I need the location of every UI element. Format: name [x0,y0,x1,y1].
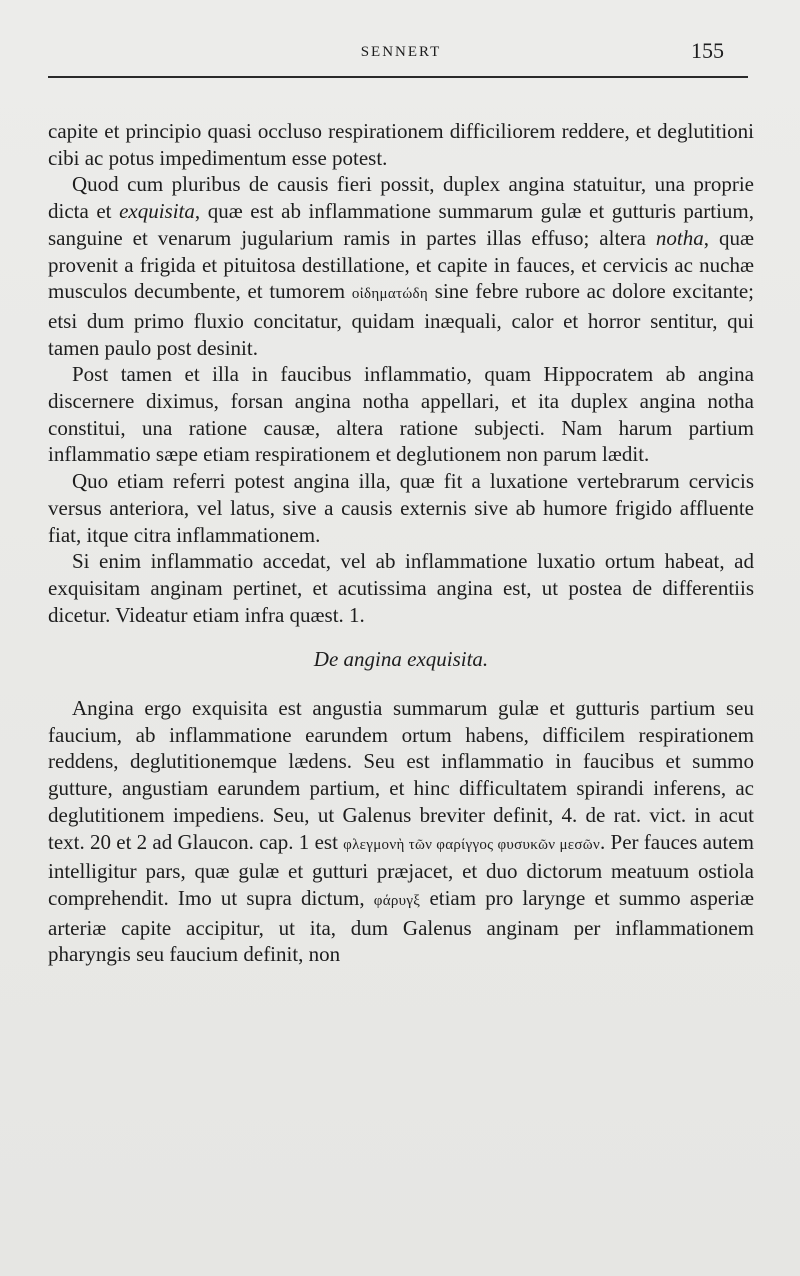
running-title: SENNERT [360,44,442,60]
paragraph-5-text: Si enim inflammatio accedat, vel ab inflammatione luxatio ortum habeat, ad exquisitam anginam pertinet, et acutissima angina est, ut postea de differentiis dicetur. Videatur etiam infra quæst. 1. [48,549,754,627]
greek-definition: φλεγμονὴ τῶν φαρίγγος φυσυκῶν μεσῶν [343,836,601,853]
term-notha: notha [655,225,704,250]
paragraph-3-text: Post tamen et illa in faucibus inflammatio, quam Hippocratem ab angina discernere diximus, forsan angina notha appellari, et ita duplex angina notha constitui, una ratione causæ, altera ratione subjecti. Nam harum partium inflammatio sæpe etiam respirationem et deglutionem non parum lædit. [48,362,754,467]
running-head [48,34,754,64]
term-exquisita: exquisita [119,199,195,224]
paragraph-1 [48,118,754,171]
page-number: 155 [691,38,724,63]
paragraph-6 [48,695,754,968]
paragraph-2-text-c: , quæ provenit a frigida et pituitosa destillatione, et capite in fauces, et cervicis ac nuchæ musculos decumbente, et tumorem [48,225,754,304]
greek-term-oedematode: οἰδηματώδη [351,286,429,303]
paragraph-3 [48,361,754,468]
section-heading: De angina exquisita. [313,647,489,672]
paragraph-1-text: capite et principio quasi occluso respirationem difficiliorem reddere, et deglutitioni cibi ac potus impedimentum esse potest. [48,119,754,170]
page-text [48,118,754,968]
paragraph-2-text-a: Quod cum pluribus de causis fieri possit, duplex angina statuitur, una proprie dicta et [48,172,754,224]
greek-term-pharynx: φάρυγξ [373,892,421,909]
paragraph-6-text-b: . Per fauces autem intelligitur pars, quæ gulæ et gutturi præjacet, et duo dictorum meatuum ostiola comprehendit. Imo ut supra dictum, [48,829,754,910]
paragraph-2 [48,171,754,361]
paragraph-5 [48,548,754,628]
paragraph-6-text-c: etiam pro larynge et summo asperiæ arteriæ capite accipitur, ut ita, dum Galenus anginam per inflammationem pharyngis seu faucium definit, non [48,885,754,967]
paragraph-2-text-b: , quæ est ab inflammatione summarum gulæ et gutturis partium, sanguine et venarum jugularium ramis in partes illas effuso; altera [48,199,754,250]
paragraph-4-text: Quo etiam referri potest angina illa, quæ fit a luxatione vertebrarum cervicis versus anteriora, vel latus, sive a causis externis sive ab humore frigido affluente fiat, itque citra inflammationem. [48,469,754,547]
paragraph-6-text-a: Angina ergo exquisita est angustia summarum gulæ et gutturis partium seu faucium, ab inflammatione earundem ortum habens, difficilem respirationem reddens, deglutitionemque lædens. Seu est inflammatio in faucibus et summo gutture, angustiam earundem partium, et hinc difficultatem spirandi inferens, ac deglutitionem impediens. Seu, ut Galenus breviter definit, 4. de rat. vict. in acut text. 20 et 2 ad Glaucon. cap. 1 est [48,696,754,854]
paragraph-2-text-d: sine febre rubore ac dolore excitante; etsi dum primo fluxio concitatur, quidam inæquali, calor et horror sentitur, qui tamen paulo post desinit. [48,279,754,360]
header-rule [48,76,748,78]
paragraph-4 [48,468,754,548]
